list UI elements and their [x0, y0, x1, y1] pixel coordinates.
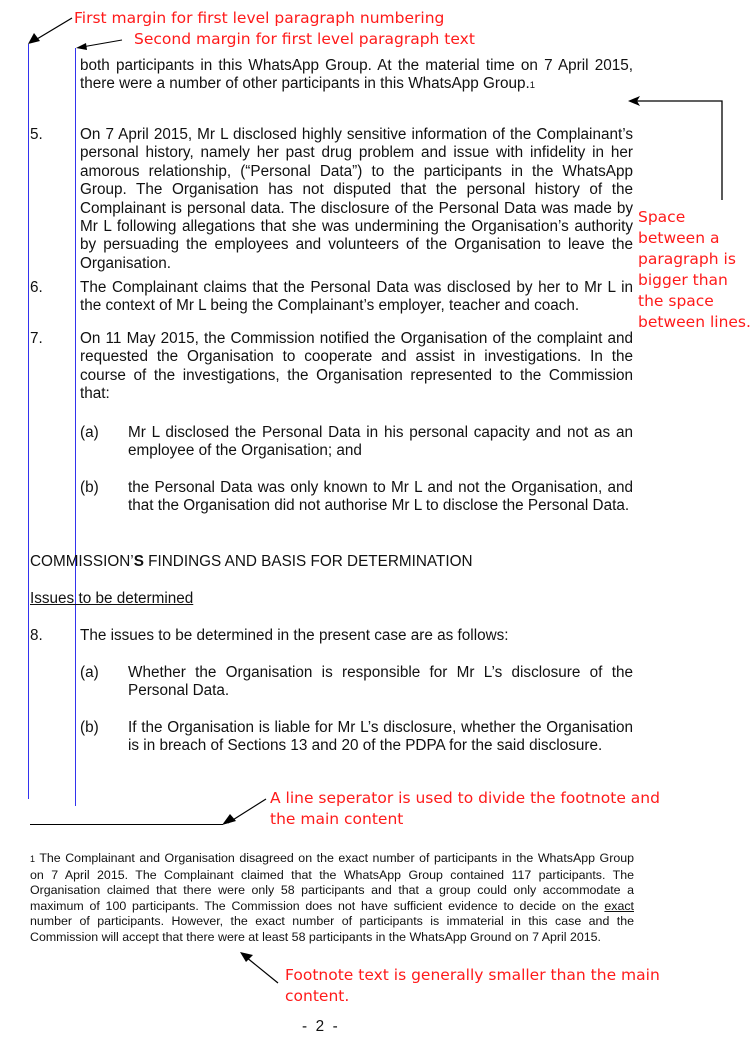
footnote-reference[interactable]: 1 — [529, 80, 536, 92]
annotation-footnote-size-line2: content. — [285, 987, 350, 1005]
subitem-text: the Personal Data was only known to Mr L and not the Organisation, and that the Organisation did not authorise Mr L to disclose the Personal Data. — [128, 479, 633, 515]
subitem-label: (a) — [80, 664, 99, 681]
subitem-text: Mr L disclosed the Personal Data in his personal capacity and not as an employee of the Organisation; and — [128, 424, 633, 460]
footnote-text-before: The Complainant and Organisation disagreed on the exact number of participants in the WhatsApp Group on 7 April 2015. The Complainant claimed that the WhatsApp Group contained 117 participants. The Organisation claimed that there were only 58 participants and that a group could only accommodate a maximum of 100 participants. The Commission does not have sufficient evidence to decide on the — [30, 851, 634, 913]
paragraph-7-text: On 11 May 2015, the Commission notified the Organisation of the complaint and requested the Organisation to cooperate and assist in investigations. In the course of the investigations, the Organisation represented to the Commission that: — [80, 330, 633, 403]
subitem-text: If the Organisation is liable for Mr L’s disclosure, whether the Organisation is in breach of Sections 13 and 20 of the PDPA for the said disclosure. — [128, 719, 633, 755]
paragraph-8-text: The issues to be determined in the present case are as follows: — [80, 627, 509, 644]
annotation-footnote-size-line1: Footnote text is generally smaller than the main — [285, 966, 660, 984]
footnote-separator — [30, 824, 223, 825]
paragraph-number: 5. — [30, 126, 43, 143]
heading-part1: COMMISSION’ — [30, 553, 134, 570]
annotation-paragraph-spacing: Space between a paragraph is bigger than the space between lines. — [638, 208, 751, 331]
annotation-separator-line1: A line seperator is used to divide the footnote and — [270, 789, 660, 807]
footnote-text-after: number of participants. However, the exact number of participants is immaterial in this case and the Commission will accept that there were at least 58 participants in the WhatsApp Ground on 7 April 2015. — [30, 914, 634, 944]
paragraph-6-text: The Complainant claims that the Personal Data was disclosed by her to Mr L in the context of Mr L being the Complainant’s employer, teacher and coach. — [80, 279, 633, 315]
footnote — [30, 851, 634, 946]
footnote-marker: 1 — [30, 854, 36, 864]
subheading: Issues to be determined — [30, 590, 194, 607]
paragraph-number: 8. — [30, 627, 43, 644]
page-number: - 2 - — [302, 1018, 338, 1035]
paragraph-number: 6. — [30, 279, 43, 296]
subitem-label: (a) — [80, 424, 99, 441]
heading-part2: S — [133, 553, 144, 570]
continuation-paragraph — [80, 57, 633, 96]
paragraph-5-text: On 7 April 2015, Mr L disclosed highly sensitive information of the Complainant’s personal history, namely her past drug problem and issue with infidelity in her amorous relationship, (“Personal Data”) to the participants in the WhatsApp Group. The Organisation has not disputed that the personal history of the Complainant is personal data. The disclosure of the Personal Data was made by Mr L following allegations that she was undermining the Organisation’s authority by persuading the employees and volunteers of the Organisation to leave the Organisation. — [80, 126, 633, 272]
annotation-first-margin: First margin for first level paragraph numbering — [74, 9, 445, 27]
heading-part3: FINDINGS AND BASIS FOR DETERMINATION — [143, 553, 473, 570]
section-heading — [30, 553, 473, 571]
subitem-text: Whether the Organisation is responsible for Mr L’s disclosure of the Personal Data. — [128, 664, 633, 700]
subitem-label: (b) — [80, 719, 99, 736]
annotation-separator-line2: the main content — [270, 810, 404, 828]
subitem-label: (b) — [80, 479, 99, 496]
paragraph-number: 7. — [30, 330, 43, 347]
footnote-text-underlined: exact — [604, 898, 634, 913]
annotation-second-margin: Second margin for first level paragraph text — [134, 30, 475, 48]
continuation-text: both participants in this WhatsApp Group. At the material time on 7 April 2015, there were a number of other participants in this WhatsApp Group. — [80, 57, 633, 93]
